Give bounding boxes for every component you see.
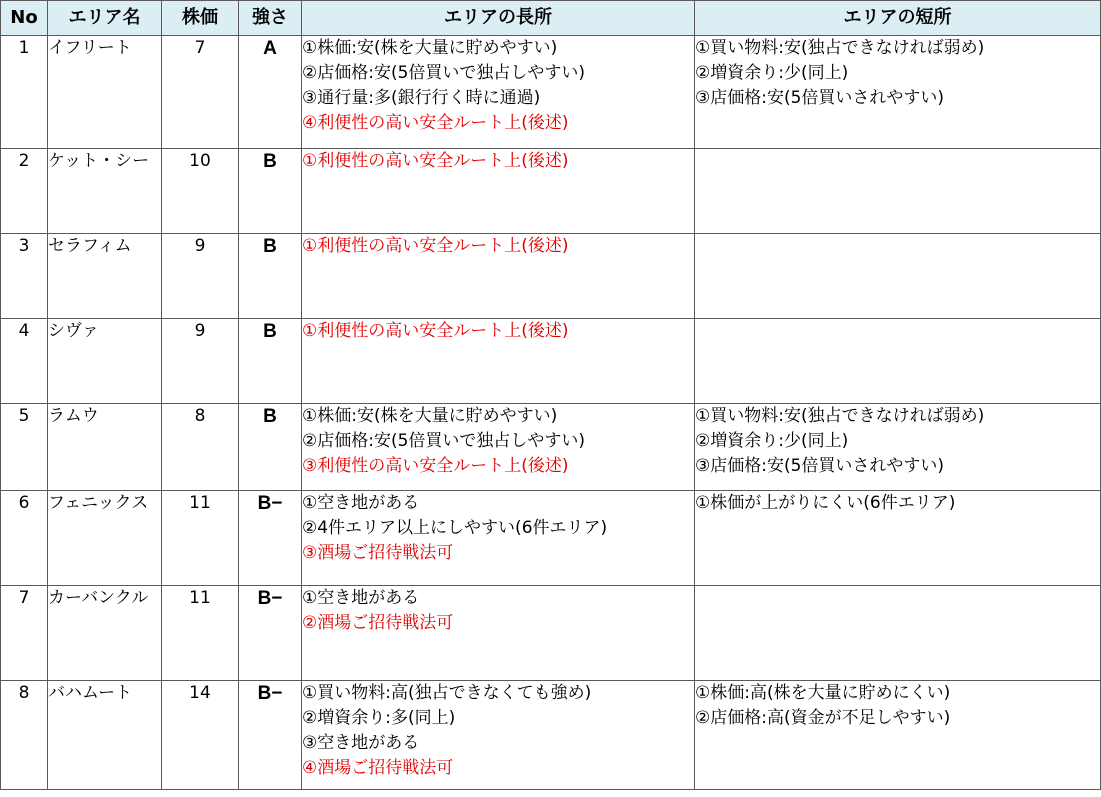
pro-item: ①空き地がある (302, 493, 420, 513)
pro-item: ①利便性の高い安全ルート上(後述) (302, 321, 569, 341)
cell-cons (695, 491, 1101, 586)
header-no: No (1, 1, 48, 36)
cell-cons (695, 404, 1101, 491)
cell-cons (695, 36, 1101, 149)
cell-area-name: セラフィム (48, 234, 162, 319)
cell-strength: B (239, 234, 302, 319)
cell-stock-price: 10 (162, 149, 239, 234)
pro-item: ②店価格:安(5倍買いで独占しやすい) (302, 431, 586, 451)
pro-item: ②店価格:安(5倍買いで独占しやすい) (302, 63, 586, 83)
cell-strength: B− (239, 491, 302, 586)
cell-no: 4 (1, 319, 48, 404)
pro-item: ①利便性の高い安全ルート上(後述) (302, 236, 569, 256)
table-row (1, 319, 1101, 404)
cell-pros (302, 319, 695, 404)
con-item: ③店価格:安(5倍買いされやすい) (695, 456, 945, 476)
table-row (1, 404, 1101, 491)
cell-strength: B− (239, 586, 302, 681)
cell-no: 2 (1, 149, 48, 234)
cell-pros (302, 404, 695, 491)
pro-item: ②酒場ご招待戦法可 (302, 613, 454, 633)
cell-pros (302, 586, 695, 681)
pro-item: ①買い物料:高(独占できなくても強め) (302, 683, 592, 703)
con-item: ②増資余り:少(同上) (695, 63, 849, 83)
table-row (1, 586, 1101, 681)
con-item: ①株価:高(株を大量に貯めにくい) (695, 683, 951, 703)
cell-stock-price: 11 (162, 586, 239, 681)
cell-stock-price: 8 (162, 404, 239, 491)
pro-item: ①利便性の高い安全ルート上(後述) (302, 151, 569, 171)
pro-item: ②増資余り:多(同上) (302, 708, 456, 728)
cell-area-name: バハムート (48, 681, 162, 790)
cell-no: 8 (1, 681, 48, 790)
con-item: ③店価格:安(5倍買いされやすい) (695, 88, 945, 108)
table-row (1, 681, 1101, 790)
cell-pros (302, 681, 695, 790)
pro-item: ③通行量:多(銀行行く時に通過) (302, 88, 541, 108)
cell-no: 5 (1, 404, 48, 491)
cell-strength: B− (239, 681, 302, 790)
table-row (1, 491, 1101, 586)
cell-area-name: フェニックス (48, 491, 162, 586)
cell-cons (695, 586, 1101, 681)
pro-item: ④利便性の高い安全ルート上(後述) (302, 113, 569, 133)
pro-item: ②4件エリア以上にしやすい(6件エリア) (302, 518, 608, 538)
cell-stock-price: 11 (162, 491, 239, 586)
pro-item: ③空き地がある (302, 733, 420, 753)
cell-area-name: イフリート (48, 36, 162, 149)
cell-pros (302, 491, 695, 586)
cell-pros (302, 36, 695, 149)
cell-cons (695, 234, 1101, 319)
header-area-name: エリア名 (48, 1, 162, 36)
cell-stock-price: 14 (162, 681, 239, 790)
cell-strength: B (239, 149, 302, 234)
cell-pros (302, 149, 695, 234)
con-item: ②店価格:高(資金が不足しやすい) (695, 708, 951, 728)
header-area-pros: エリアの長所 (302, 1, 695, 36)
pro-item: ③酒場ご招待戦法可 (302, 543, 454, 563)
pro-item: ④酒場ご招待戦法可 (302, 758, 454, 778)
cell-area-name: ケット・シー (48, 149, 162, 234)
table-row (1, 234, 1101, 319)
cell-no: 6 (1, 491, 48, 586)
pro-item: ①株価:安(株を大量に貯めやすい) (302, 38, 558, 58)
cell-strength: B (239, 319, 302, 404)
cell-pros (302, 234, 695, 319)
header-stock-price: 株価 (162, 1, 239, 36)
table-row (1, 36, 1101, 149)
cell-stock-price: 9 (162, 319, 239, 404)
pro-item: ③利便性の高い安全ルート上(後述) (302, 456, 569, 476)
cell-no: 3 (1, 234, 48, 319)
cell-area-name: ラムウ (48, 404, 162, 491)
cell-no: 1 (1, 36, 48, 149)
header-area-cons: エリアの短所 (695, 1, 1101, 36)
cell-area-name: カーバンクル (48, 586, 162, 681)
cell-cons (695, 319, 1101, 404)
cell-no: 7 (1, 586, 48, 681)
con-item: ①買い物料:安(独占できなければ弱め) (695, 38, 985, 58)
cell-stock-price: 9 (162, 234, 239, 319)
header-strength: 強さ (239, 1, 302, 36)
pro-item: ①株価:安(株を大量に貯めやすい) (302, 406, 558, 426)
cell-stock-price: 7 (162, 36, 239, 149)
table-row (1, 149, 1101, 234)
header-row (1, 1, 1101, 36)
con-item: ①買い物料:安(独占できなければ弱め) (695, 406, 985, 426)
cell-strength: B (239, 404, 302, 491)
cell-area-name: シヴァ (48, 319, 162, 404)
con-item: ②増資余り:少(同上) (695, 431, 849, 451)
pro-item: ①空き地がある (302, 588, 420, 608)
cell-cons (695, 681, 1101, 790)
con-item: ①株価が上がりにくい(6件エリア) (695, 493, 956, 513)
cell-cons (695, 149, 1101, 234)
cell-strength: A (239, 36, 302, 149)
